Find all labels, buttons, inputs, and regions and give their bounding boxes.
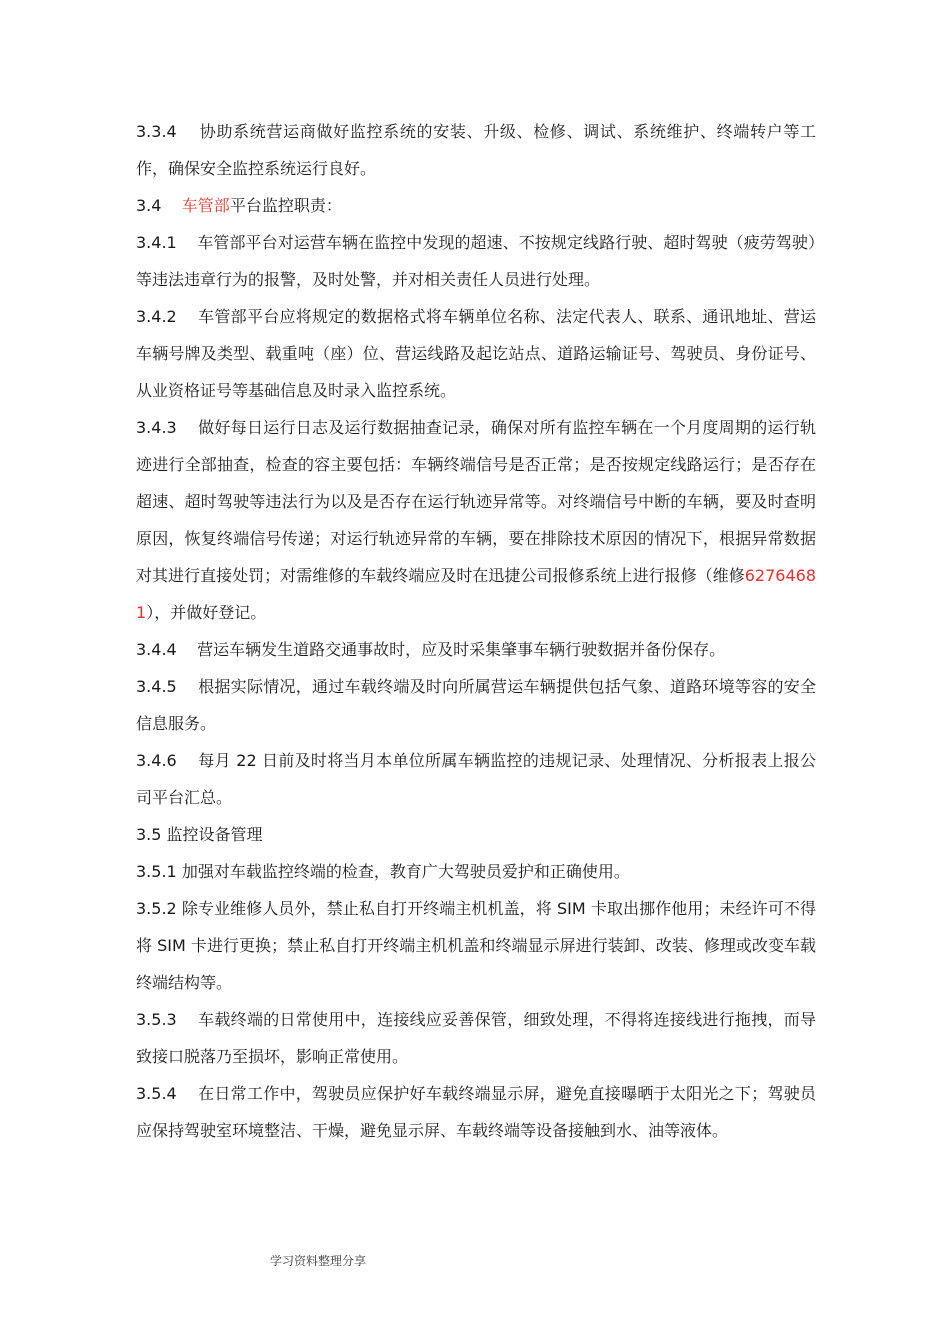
paragraph-text: 车管部平台应将规定的数据格式将车辆单位名称、法定代表人、联系、通讯地址、营运车辆号牌及类型、载重吨（座）位、营运线路及起讫站点、道路运输证号、驾驶员、身份证号、从业资格证号等基础信息及时录入监控系统。 (136, 307, 816, 400)
section-number: 3.5.1 (136, 862, 177, 881)
highlighted-department: 车管部 (181, 196, 230, 215)
paragraph-text: 监控设备管理 (166, 825, 263, 844)
paragraph-3-5-1 (136, 853, 816, 890)
paragraph-text: 协助系统营运商做好监控系统的安装、升级、检修、调试、系统维护、终端转户等工作，确保安全监控系统运行良好。 (136, 122, 816, 178)
repair-phone-number: 62764681 (136, 566, 816, 622)
paragraph-text: 根据实际情况，通过车载终端及时向所属营运车辆提供包括气象、道路环境等容的安全信息服务。 (136, 677, 816, 733)
paragraph-3-4-5 (136, 668, 816, 742)
paragraph-text: 车载终端的日常使用中，连接线应妥善保管，细致处理，不得将连接线进行拖拽，而导致接口脱落乃至损坏，影响正常使用。 (136, 1010, 816, 1066)
paragraph-3-5 (136, 816, 816, 853)
section-number: 3.5.3 (136, 1010, 177, 1029)
paragraph-tail: ），并做好登记。 (146, 603, 267, 622)
paragraph-3-4 (136, 187, 816, 224)
section-number: 3.4.1 (136, 233, 177, 252)
paragraph-3-5-3 (136, 1001, 816, 1075)
paragraph-text: 营运车辆发生道路交通事故时，应及时采集肇事车辆行驶数据并备份保存。 (197, 640, 726, 659)
paragraph-text: 除专业维修人员外，禁止私自打开终端主机机盖，将 SIM 卡取出挪作他用；未经许可不得将 SIM 卡进行更换；禁止私自打开终端主机机盖和终端显示屏进行装卸、改装、修理或改变车载终端结构等。 (136, 899, 816, 992)
section-number: 3.3.4 (136, 122, 177, 141)
section-number: 3.4.4 (136, 640, 177, 659)
section-number: 3.4 (136, 196, 162, 215)
page-footer: 学习资料整理分享 (270, 1254, 367, 1268)
paragraph-3-3-4 (136, 113, 816, 187)
paragraph-3-5-2 (136, 890, 816, 1001)
section-number: 3.5.4 (136, 1084, 177, 1103)
paragraph-text: 每月 22 日前及时将当月本单位所属车辆监控的违规记录、处理情况、分析报表上报公司平台汇总。 (136, 751, 816, 807)
paragraph-text: 平台监控职责： (229, 196, 342, 215)
paragraph-3-4-2 (136, 298, 816, 409)
paragraph-text: 加强对车载监控终端的检查，教育广大驾驶员爱护和正确使用。 (181, 862, 630, 881)
paragraph-text: 做好每日运行日志及运行数据抽查记录，确保对所有监控车辆在一个月度周期的运行轨迹进行全部抽查，检查的容主要包括：车辆终端信号是否正常；是否按规定线路运行；是否存在超速、超时驾驶等违法行为以及是否存在运行轨迹异常等。对终端信号中断的车辆，要及时查明原因，恢复终端信号传递；对运行轨迹异常的车辆，要在排除技术原因的情况下，根据异常数据对其进行直接处罚；对需维修的车载终端应及时在迅捷公司报修系统上进行报修（维修 (136, 418, 816, 585)
section-number: 3.4.5 (136, 677, 177, 696)
paragraph-3-4-3 (136, 409, 816, 631)
paragraph-3-5-4 (136, 1075, 816, 1149)
paragraph-3-4-6 (136, 742, 816, 816)
section-number: 3.4.2 (136, 307, 177, 326)
paragraph-3-4-1 (136, 224, 816, 298)
section-number: 3.4.3 (136, 418, 177, 437)
paragraph-3-4-4 (136, 631, 816, 668)
paragraph-text: 车管部平台对运营车辆在监控中发现的超速、不按规定线路行驶、超时驾驶（疲劳驾驶）等违法违章行为的报警，及时处警，并对相关责任人员进行处理。 (136, 233, 816, 289)
section-number: 3.4.6 (136, 751, 177, 770)
document-body (136, 113, 816, 1149)
paragraph-text: 在日常工作中，驾驶员应保护好车载终端显示屏，避免直接曝晒于太阳光之下；驾驶员应保持驾驶室环境整洁、干燥，避免显示屏、车载终端等设备接触到水、油等液体。 (136, 1084, 816, 1140)
section-number: 3.5.2 (136, 899, 177, 918)
section-number: 3.5 (136, 825, 162, 844)
